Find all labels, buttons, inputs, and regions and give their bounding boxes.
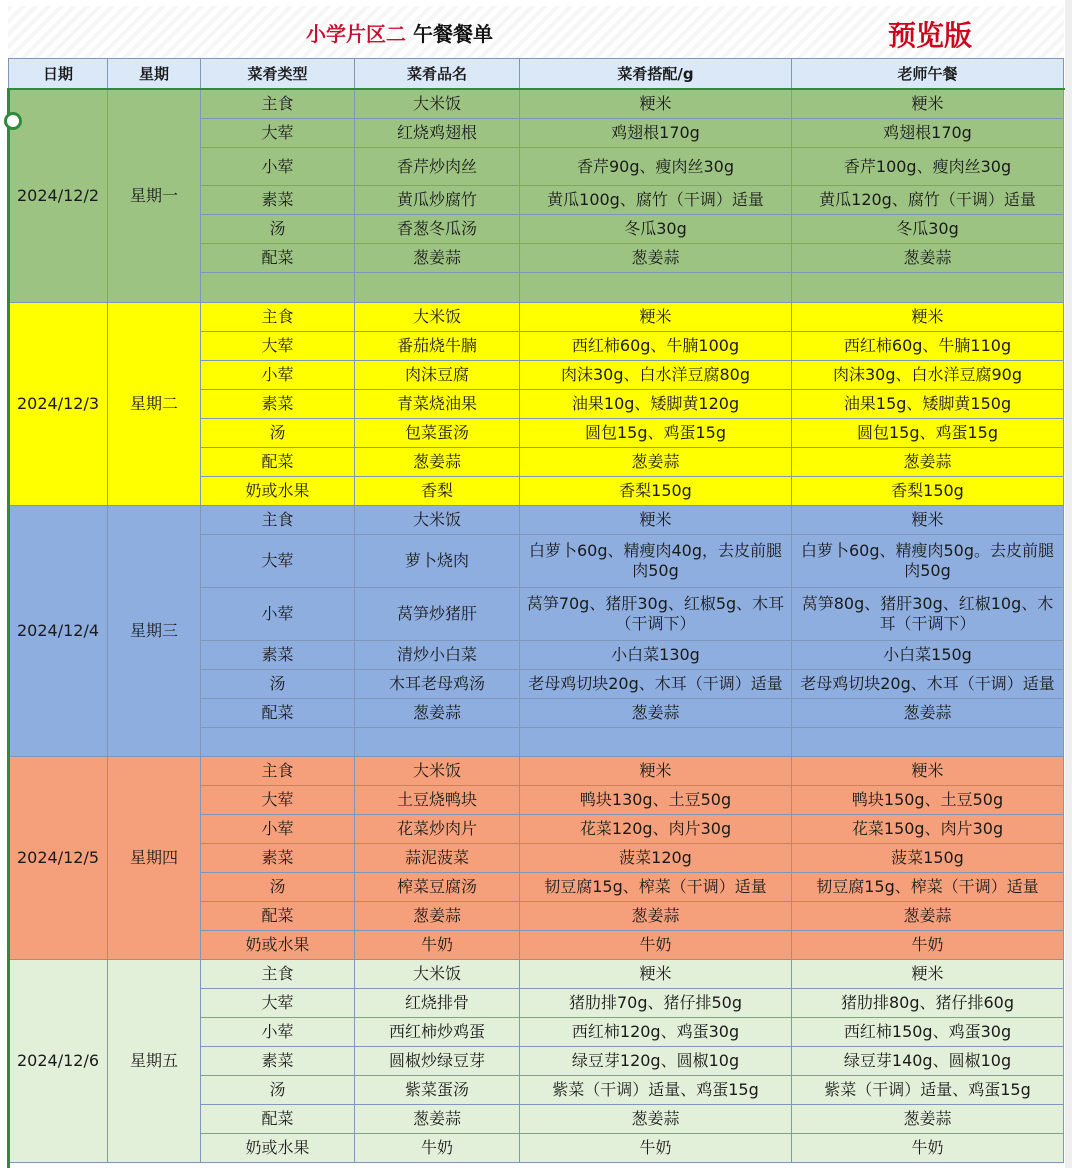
date-cell[interactable]: 2024/12/6 [9, 960, 108, 1163]
ingredients-cell[interactable]: 菠菜120g [520, 844, 792, 873]
name-cell[interactable]: 葱姜蒜 [355, 902, 520, 931]
type-cell[interactable]: 大荤 [201, 119, 355, 148]
name-cell[interactable]: 葱姜蒜 [355, 244, 520, 273]
type-cell[interactable]: 小荤 [201, 361, 355, 390]
type-cell[interactable]: 素菜 [201, 186, 355, 215]
table-row [9, 960, 1064, 989]
page-title [306, 18, 493, 47]
teacher-cell[interactable]: 粳米 [792, 960, 1064, 989]
teacher-cell[interactable]: 鸡翅根170g [792, 119, 1064, 148]
type-cell[interactable]: 配菜 [201, 244, 355, 273]
type-cell[interactable]: 素菜 [201, 390, 355, 419]
teacher-cell[interactable]: 小白菜150g [792, 641, 1064, 670]
type-cell[interactable]: 汤 [201, 873, 355, 902]
name-cell[interactable]: 蒜泥菠菜 [355, 844, 520, 873]
header-row [9, 59, 1064, 90]
menu-body [9, 90, 1064, 1163]
ingredients-cell[interactable]: 韧豆腐15g、榨菜（干调）适量 [520, 873, 792, 902]
teacher-cell[interactable]: 莴笋80g、猪肝30g、红椒10g、木耳（干调下） [792, 588, 1064, 641]
name-cell[interactable]: 萝卜烧肉 [355, 535, 520, 588]
selection-border-top [7, 88, 1065, 90]
header-dish-type[interactable]: 菜肴类型 [201, 59, 355, 90]
teacher-cell[interactable]: 西红柿150g、鸡蛋30g [792, 1018, 1064, 1047]
ingredients-cell[interactable]: 粳米 [520, 303, 792, 332]
teacher-cell[interactable]: 葱姜蒜 [792, 902, 1064, 931]
name-cell[interactable]: 番茄烧牛腩 [355, 332, 520, 361]
ingredients-cell[interactable]: 花菜120g、肉片30g [520, 815, 792, 844]
name-cell[interactable]: 大米饭 [355, 960, 520, 989]
ingredients-cell[interactable] [520, 728, 792, 757]
teacher-cell[interactable]: 葱姜蒜 [792, 1105, 1064, 1134]
ingredients-cell[interactable]: 牛奶 [520, 931, 792, 960]
date-cell[interactable]: 2024/12/2 [9, 90, 108, 303]
name-cell[interactable]: 香葱冬瓜汤 [355, 215, 520, 244]
name-cell[interactable]: 榨菜豆腐汤 [355, 873, 520, 902]
weekday-cell[interactable]: 星期二 [108, 303, 201, 506]
ingredients-cell[interactable]: 紫菜（干调）适量、鸡蛋15g [520, 1076, 792, 1105]
header-dish-name[interactable]: 菜肴品名 [355, 59, 520, 90]
name-cell[interactable]: 红烧鸡翅根 [355, 119, 520, 148]
type-cell[interactable]: 配菜 [201, 902, 355, 931]
header-weekday[interactable]: 星期 [108, 59, 201, 90]
teacher-cell[interactable]: 黄瓜120g、腐竹（干调）适量 [792, 186, 1064, 215]
teacher-cell[interactable] [792, 273, 1064, 303]
weekday-cell[interactable]: 星期一 [108, 90, 201, 303]
ingredients-cell[interactable]: 葱姜蒜 [520, 1105, 792, 1134]
teacher-cell[interactable]: 紫菜（干调）适量、鸡蛋15g [792, 1076, 1064, 1105]
name-cell[interactable]: 葱姜蒜 [355, 448, 520, 477]
type-cell[interactable]: 小荤 [201, 588, 355, 641]
ingredients-cell[interactable]: 冬瓜30g [520, 215, 792, 244]
name-cell[interactable]: 莴笋炒猪肝 [355, 588, 520, 641]
type-cell[interactable]: 汤 [201, 670, 355, 699]
name-cell[interactable]: 紫菜蛋汤 [355, 1076, 520, 1105]
ingredients-cell[interactable]: 肉沫30g、白水洋豆腐80g [520, 361, 792, 390]
preview-badge: 预览版 [888, 19, 973, 52]
weekday-cell[interactable]: 星期三 [108, 506, 201, 757]
teacher-cell[interactable]: 花菜150g、肉片30g [792, 815, 1064, 844]
ingredients-cell[interactable]: 粳米 [520, 757, 792, 786]
ingredients-cell[interactable]: 圆包15g、鸡蛋15g [520, 419, 792, 448]
name-cell[interactable]: 牛奶 [355, 931, 520, 960]
name-cell[interactable]: 大米饭 [355, 303, 520, 332]
ingredients-cell[interactable]: 黄瓜100g、腐竹（干调）适量 [520, 186, 792, 215]
name-cell[interactable]: 香芹炒肉丝 [355, 148, 520, 186]
name-cell[interactable]: 红烧排骨 [355, 989, 520, 1018]
type-cell[interactable]: 汤 [201, 419, 355, 448]
ingredients-cell[interactable]: 香梨150g [520, 477, 792, 506]
table-row [9, 506, 1064, 535]
teacher-cell[interactable]: 粳米 [792, 757, 1064, 786]
ingredients-cell[interactable]: 鸡翅根170g [520, 119, 792, 148]
name-cell[interactable]: 黄瓜炒腐竹 [355, 186, 520, 215]
name-cell[interactable]: 圆椒炒绿豆芽 [355, 1047, 520, 1076]
teacher-cell[interactable]: 绿豆芽140g、圆椒10g [792, 1047, 1064, 1076]
title-district: 小学片区二 [306, 22, 406, 46]
name-cell[interactable]: 木耳老母鸡汤 [355, 670, 520, 699]
ingredients-cell[interactable]: 西红柿60g、牛腩100g [520, 332, 792, 361]
name-cell[interactable]: 大米饭 [355, 757, 520, 786]
ingredients-cell[interactable]: 牛奶 [520, 1134, 792, 1163]
name-cell[interactable]: 西红柿炒鸡蛋 [355, 1018, 520, 1047]
name-cell[interactable]: 青菜烧油果 [355, 390, 520, 419]
name-cell[interactable] [355, 728, 520, 757]
name-cell[interactable]: 香梨 [355, 477, 520, 506]
teacher-cell[interactable]: 冬瓜30g [792, 215, 1064, 244]
teacher-cell[interactable]: 油果15g、矮脚黄150g [792, 390, 1064, 419]
type-cell[interactable]: 小荤 [201, 1018, 355, 1047]
name-cell[interactable]: 肉沫豆腐 [355, 361, 520, 390]
type-cell[interactable]: 大荤 [201, 989, 355, 1018]
teacher-cell[interactable]: 葱姜蒜 [792, 448, 1064, 477]
teacher-cell[interactable]: 鸭块150g、土豆50g [792, 786, 1064, 815]
teacher-cell[interactable]: 粳米 [792, 90, 1064, 119]
weekday-cell[interactable]: 星期五 [108, 960, 201, 1163]
title-row[interactable] [8, 6, 1064, 59]
ingredients-cell[interactable]: 小白菜130g [520, 641, 792, 670]
name-cell[interactable] [355, 273, 520, 303]
ingredients-cell[interactable]: 葱姜蒜 [520, 448, 792, 477]
type-cell[interactable]: 汤 [201, 1076, 355, 1105]
type-cell[interactable] [201, 273, 355, 303]
table-row [9, 90, 1064, 119]
type-cell[interactable]: 配菜 [201, 1105, 355, 1134]
selection-border-left [7, 88, 10, 1168]
name-cell[interactable]: 土豆烧鸭块 [355, 786, 520, 815]
date-cell[interactable]: 2024/12/3 [9, 303, 108, 506]
type-cell[interactable]: 主食 [201, 757, 355, 786]
ingredients-cell[interactable]: 香芹90g、瘦肉丝30g [520, 148, 792, 186]
teacher-cell[interactable]: 粳米 [792, 506, 1064, 535]
selection-handle[interactable] [4, 112, 22, 130]
type-cell[interactable]: 大荤 [201, 786, 355, 815]
ingredients-cell[interactable]: 绿豆芽120g、圆椒10g [520, 1047, 792, 1076]
teacher-cell[interactable]: 猪肋排80g、猪仔排60g [792, 989, 1064, 1018]
ingredients-cell[interactable]: 西红柿120g、鸡蛋30g [520, 1018, 792, 1047]
name-cell[interactable]: 葱姜蒜 [355, 699, 520, 728]
ingredients-cell[interactable]: 猪肋排70g、猪仔排50g [520, 989, 792, 1018]
ingredients-cell[interactable]: 葱姜蒜 [520, 902, 792, 931]
type-cell[interactable]: 主食 [201, 506, 355, 535]
ingredients-cell[interactable]: 粳米 [520, 960, 792, 989]
scroll-edge [1065, 0, 1072, 1168]
ingredients-cell[interactable]: 白萝卜60g、精瘦肉40g，去皮前腿肉50g [520, 535, 792, 588]
type-cell[interactable]: 素菜 [201, 844, 355, 873]
table-row [9, 303, 1064, 332]
ingredients-cell[interactable]: 莴笋70g、猪肝30g、红椒5g、木耳（干调下） [520, 588, 792, 641]
lunch-menu-table [8, 58, 1064, 1163]
weekday-cell[interactable]: 星期四 [108, 757, 201, 960]
teacher-cell[interactable]: 西红柿60g、牛腩110g [792, 332, 1064, 361]
type-cell[interactable]: 小荤 [201, 815, 355, 844]
name-cell[interactable]: 大米饭 [355, 90, 520, 119]
teacher-cell[interactable]: 白萝卜60g、精瘦肉50g。去皮前腿肉50g [792, 535, 1064, 588]
name-cell[interactable]: 清炒小白菜 [355, 641, 520, 670]
teacher-cell[interactable]: 葱姜蒜 [792, 244, 1064, 273]
type-cell[interactable]: 小荤 [201, 148, 355, 186]
name-cell[interactable]: 大米饭 [355, 506, 520, 535]
type-cell[interactable]: 配菜 [201, 448, 355, 477]
name-cell[interactable]: 花菜炒肉片 [355, 815, 520, 844]
ingredients-cell[interactable] [520, 273, 792, 303]
type-cell[interactable]: 奶或水果 [201, 931, 355, 960]
teacher-cell[interactable]: 葱姜蒜 [792, 699, 1064, 728]
teacher-cell[interactable]: 肉沫30g、白水洋豆腐90g [792, 361, 1064, 390]
type-cell[interactable]: 奶或水果 [201, 477, 355, 506]
ingredients-cell[interactable]: 葱姜蒜 [520, 244, 792, 273]
teacher-cell[interactable]: 菠菜150g [792, 844, 1064, 873]
type-cell[interactable] [201, 728, 355, 757]
header-teacher-lunch[interactable]: 老师午餐 [792, 59, 1064, 90]
ingredients-cell[interactable]: 油果10g、矮脚黄120g [520, 390, 792, 419]
teacher-cell[interactable]: 韧豆腐15g、榨菜（干调）适量 [792, 873, 1064, 902]
date-cell[interactable]: 2024/12/4 [9, 506, 108, 757]
header-ingredients[interactable]: 菜肴搭配/g [520, 59, 792, 90]
name-cell[interactable]: 葱姜蒜 [355, 1105, 520, 1134]
name-cell[interactable]: 包菜蛋汤 [355, 419, 520, 448]
date-cell[interactable]: 2024/12/5 [9, 757, 108, 960]
ingredients-cell[interactable]: 葱姜蒜 [520, 699, 792, 728]
type-cell[interactable]: 主食 [201, 90, 355, 119]
type-cell[interactable]: 奶或水果 [201, 1134, 355, 1163]
title-menu: 午餐餐单 [412, 22, 493, 46]
teacher-cell[interactable]: 圆包15g、鸡蛋15g [792, 419, 1064, 448]
type-cell[interactable]: 大荤 [201, 332, 355, 361]
type-cell[interactable]: 素菜 [201, 641, 355, 670]
table-row [9, 757, 1064, 786]
type-cell[interactable]: 素菜 [201, 1047, 355, 1076]
teacher-cell[interactable]: 老母鸡切块20g、木耳（干调）适量 [792, 670, 1064, 699]
type-cell[interactable]: 主食 [201, 303, 355, 332]
teacher-cell[interactable]: 牛奶 [792, 1134, 1064, 1163]
teacher-cell[interactable] [792, 728, 1064, 757]
teacher-cell[interactable]: 香芹100g、瘦肉丝30g [792, 148, 1064, 186]
teacher-cell[interactable]: 香梨150g [792, 477, 1064, 506]
type-cell[interactable]: 大荤 [201, 535, 355, 588]
teacher-cell[interactable]: 粳米 [792, 303, 1064, 332]
type-cell[interactable]: 主食 [201, 960, 355, 989]
ingredients-cell[interactable]: 老母鸡切块20g、木耳（干调）适量 [520, 670, 792, 699]
teacher-cell[interactable]: 牛奶 [792, 931, 1064, 960]
ingredients-cell[interactable]: 粳米 [520, 506, 792, 535]
type-cell[interactable]: 配菜 [201, 699, 355, 728]
ingredients-cell[interactable]: 粳米 [520, 90, 792, 119]
type-cell[interactable]: 汤 [201, 215, 355, 244]
name-cell[interactable]: 牛奶 [355, 1134, 520, 1163]
header-date[interactable]: 日期 [9, 59, 108, 90]
ingredients-cell[interactable]: 鸭块130g、土豆50g [520, 786, 792, 815]
